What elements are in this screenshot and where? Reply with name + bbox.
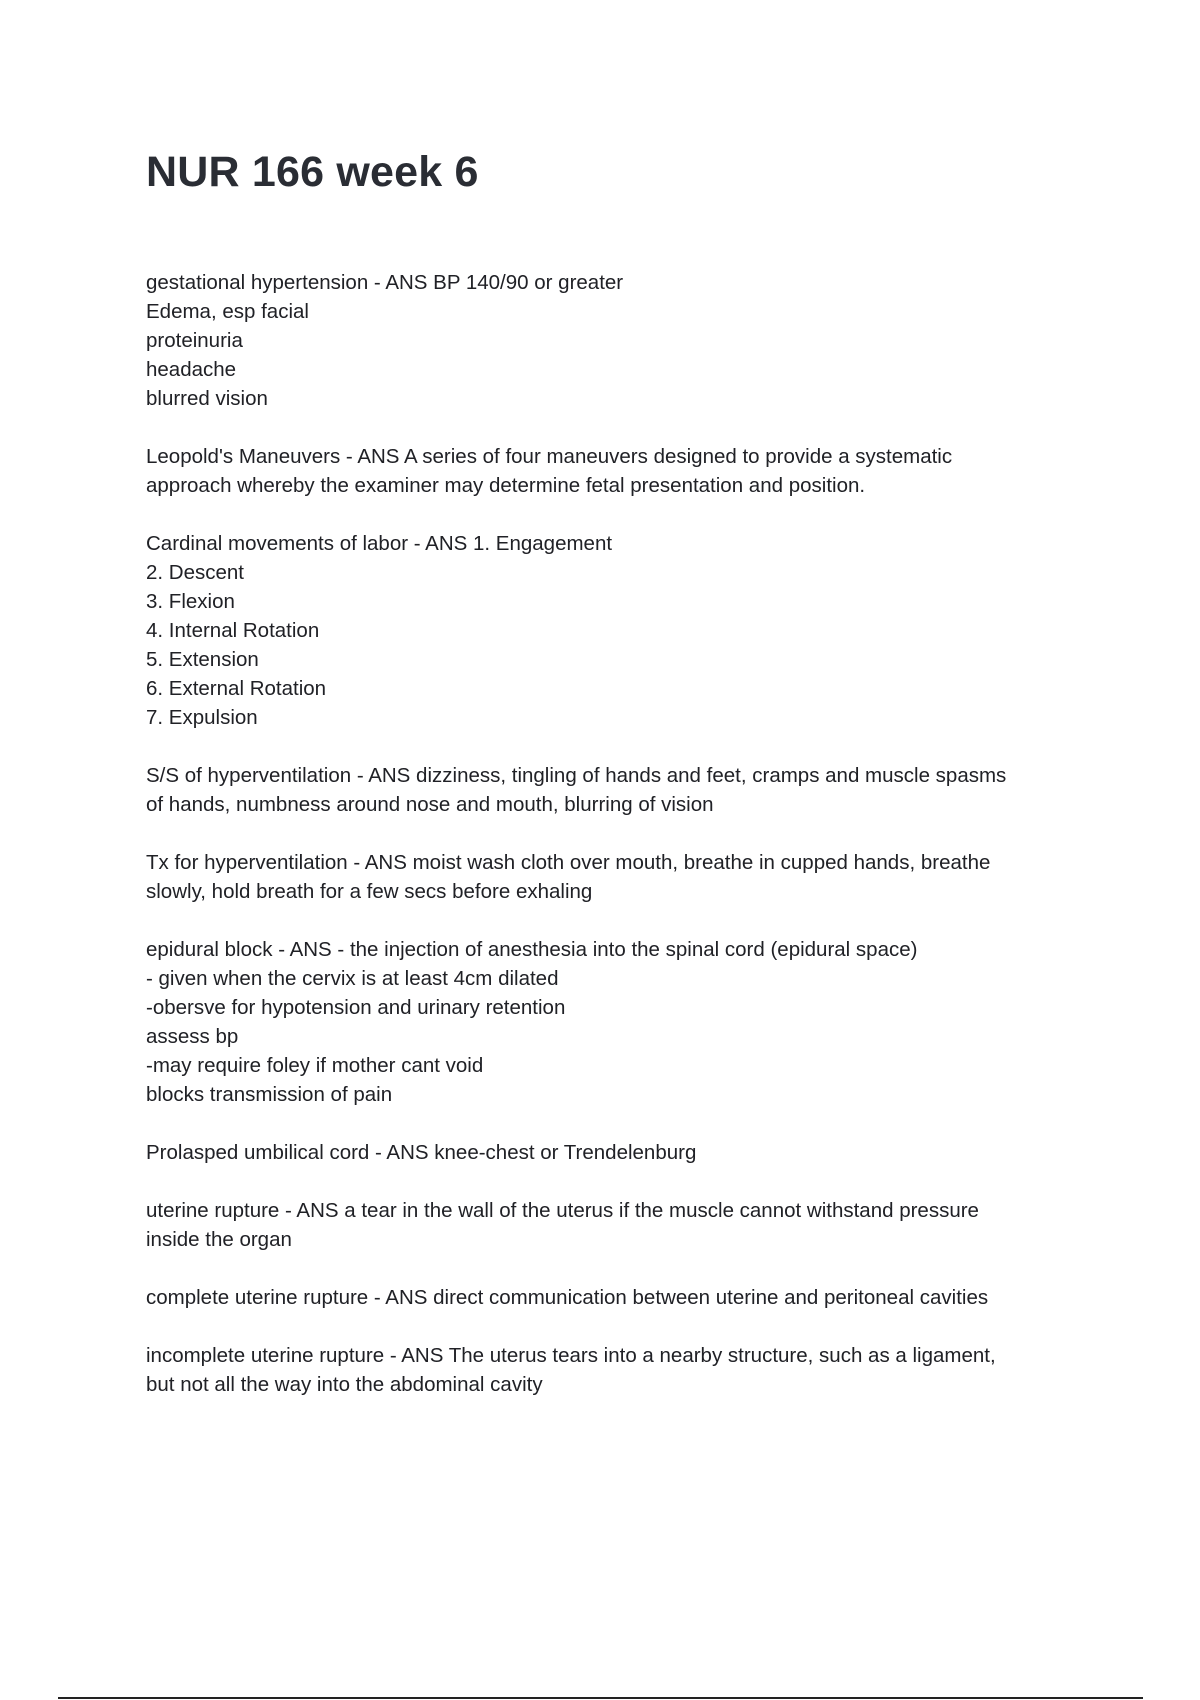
- flashcard-entry-cardinal-movements: [146, 529, 1086, 732]
- entry-line: assess bp: [146, 1025, 239, 1048]
- entry-line: 3. Flexion: [146, 590, 235, 613]
- flashcard-entry-prolapsed-cord: [146, 1138, 1086, 1167]
- entry-line: incomplete uterine rupture - ANS The uterus tears into a nearby structure, such as a ligament,: [146, 1344, 996, 1367]
- entry-line: S/S of hyperventilation - ANS dizziness, tingling of hands and feet, cramps and muscle spasms: [146, 764, 1007, 787]
- entry-line: blocks transmission of pain: [146, 1083, 393, 1106]
- entry-line: Prolasped umbilical cord - ANS knee-chest or Trendelenburg: [146, 1141, 697, 1164]
- entry-line: Edema, esp facial: [146, 300, 309, 323]
- entry-line: uterine rupture - ANS a tear in the wall of the uterus if the muscle cannot withstand pressure: [146, 1199, 979, 1222]
- entry-line: -obersve for hypotension and urinary retention: [146, 996, 566, 1019]
- footer-divider: [58, 1697, 1143, 1699]
- entry-line: - given when the cervix is at least 4cm dilated: [146, 967, 559, 990]
- flashcard-list: [146, 268, 1086, 1428]
- entry-line: complete uterine rupture - ANS direct communication between uterine and peritoneal cavities: [146, 1286, 989, 1309]
- entry-line: 4. Internal Rotation: [146, 619, 320, 642]
- entry-line: approach whereby the examiner may determine fetal presentation and position.: [146, 474, 866, 497]
- entry-line: slowly, hold breath for a few secs before exhaling: [146, 880, 593, 903]
- flashcard-entry-hyperventilation-signs: [146, 761, 1086, 819]
- page-title: NUR 166 week 6: [146, 148, 479, 196]
- entry-line: inside the organ: [146, 1228, 292, 1251]
- flashcard-entry-leopolds-maneuvers: [146, 442, 1086, 500]
- entry-line: blurred vision: [146, 387, 268, 410]
- entry-line: -may require foley if mother cant void: [146, 1054, 484, 1077]
- entry-line: 7. Expulsion: [146, 706, 258, 729]
- flashcard-entry-epidural-block: [146, 935, 1086, 1109]
- entry-line: but not all the way into the abdominal cavity: [146, 1373, 543, 1396]
- entry-line: gestational hypertension - ANS BP 140/90 or greater: [146, 271, 624, 294]
- entry-line: 2. Descent: [146, 561, 244, 584]
- entry-line: Tx for hyperventilation - ANS moist wash cloth over mouth, breathe in cupped hands, breathe: [146, 851, 991, 874]
- entry-line: epidural block - ANS - the injection of anesthesia into the spinal cord (epidural space): [146, 938, 918, 961]
- flashcard-entry-uterine-rupture: [146, 1196, 1086, 1254]
- entry-line: 5. Extension: [146, 648, 259, 671]
- flashcard-entry-complete-uterine-rupture: [146, 1283, 1086, 1312]
- flashcard-entry-hyperventilation-treatment: [146, 848, 1086, 906]
- entry-line: Cardinal movements of labor - ANS 1. Engagement: [146, 532, 613, 555]
- entry-line: headache: [146, 358, 237, 381]
- entry-line: 6. External Rotation: [146, 677, 327, 700]
- flashcard-entry-gestational-hypertension: [146, 268, 1086, 413]
- entry-line: of hands, numbness around nose and mouth, blurring of vision: [146, 793, 714, 816]
- entry-line: proteinuria: [146, 329, 243, 352]
- flashcard-entry-incomplete-uterine-rupture: [146, 1341, 1086, 1399]
- entry-line: Leopold's Maneuvers - ANS A series of four maneuvers designed to provide a systematic: [146, 445, 953, 468]
